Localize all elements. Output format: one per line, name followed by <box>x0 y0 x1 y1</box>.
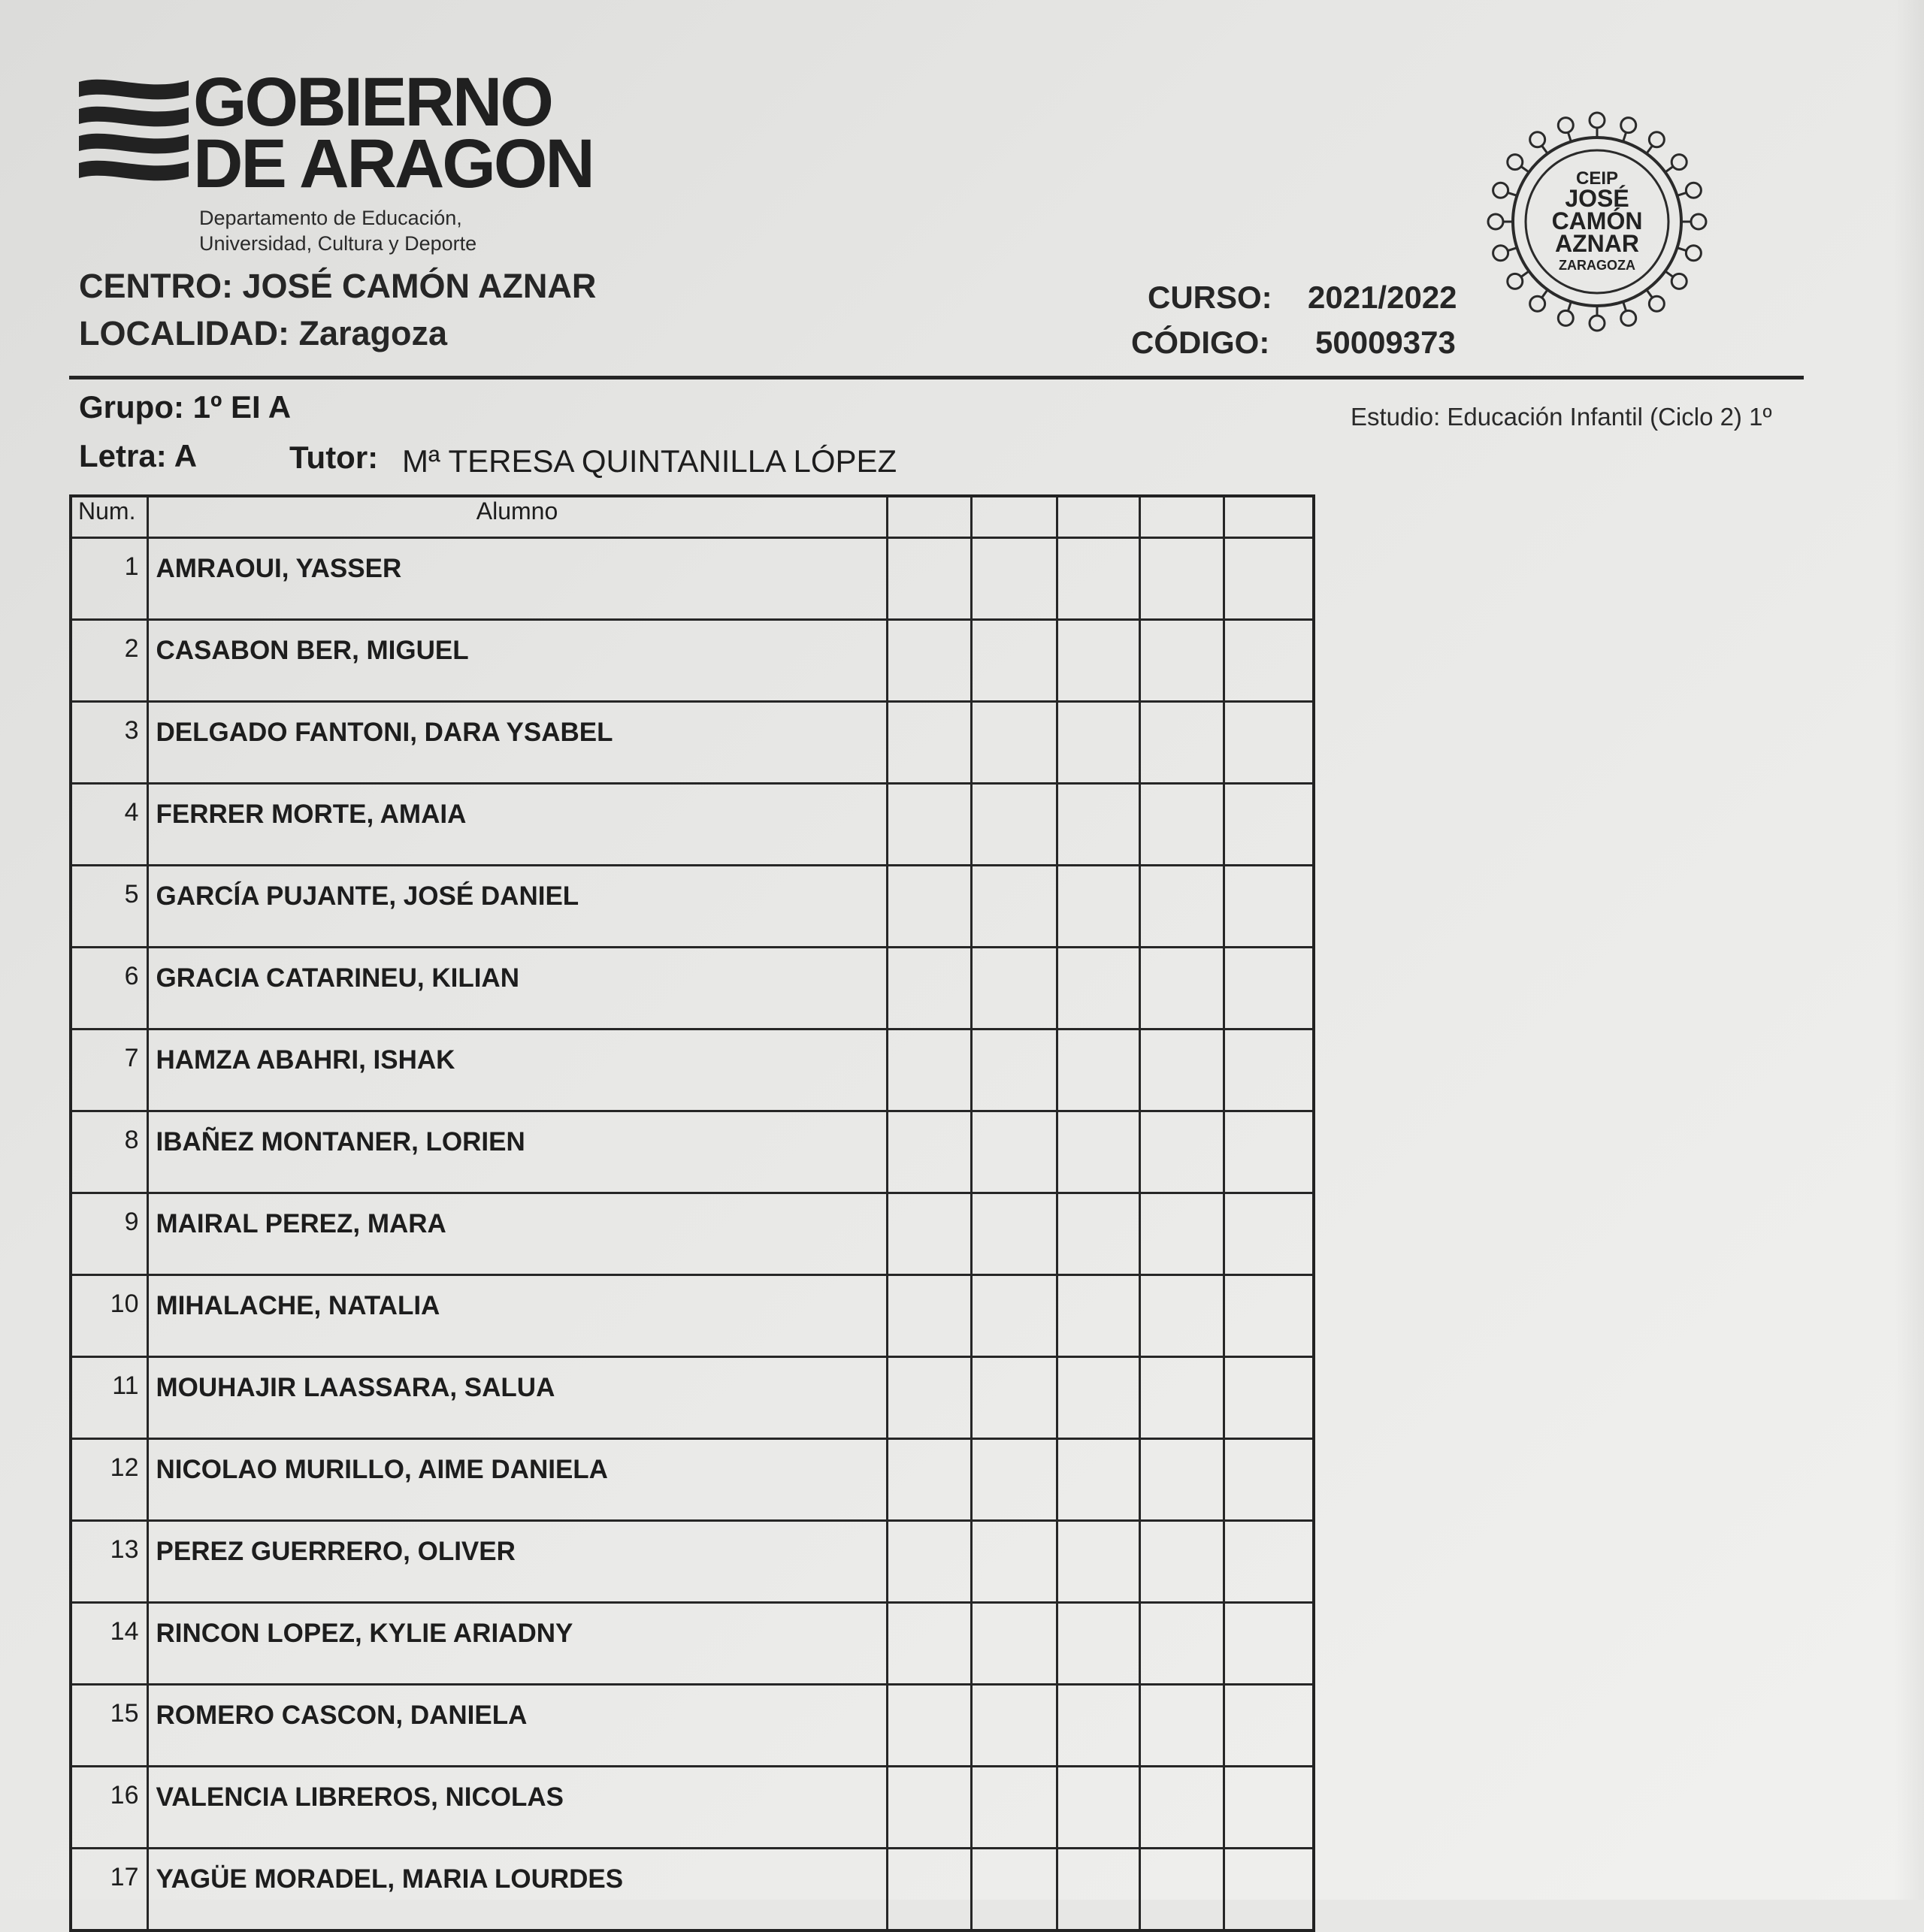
table-row <box>71 702 1314 784</box>
blank-mark-cell <box>971 620 1057 702</box>
table-row <box>71 1849 1314 1931</box>
blank-mark-cell <box>1139 1603 1224 1685</box>
table-row <box>71 1439 1314 1521</box>
student-name: HAMZA ABAHRI, ISHAK <box>147 1029 887 1111</box>
stamp-face-icon <box>1649 132 1664 147</box>
blank-mark-cell <box>887 948 971 1029</box>
table-row <box>71 784 1314 866</box>
blank-mark-cell <box>971 1685 1057 1767</box>
blank-mark-cell <box>1139 784 1224 866</box>
stamp-figure-body <box>1569 302 1571 310</box>
column-header-blank <box>1057 496 1139 538</box>
stamp-face-icon <box>1671 274 1687 289</box>
localidad-label: LOCALIDAD: Zaragoza <box>79 314 448 352</box>
blank-mark-cell <box>887 784 971 866</box>
logo-wordmark <box>193 64 593 202</box>
student-number: 15 <box>71 1685 147 1767</box>
stamp-figure-body <box>1665 271 1672 276</box>
blank-mark-cell <box>971 538 1057 620</box>
student-name: DELGADO FANTONI, DARA YSABEL <box>147 702 887 784</box>
blank-mark-cell <box>887 1521 971 1603</box>
paper-shadow <box>1894 0 1924 1900</box>
blank-mark-cell <box>1057 1685 1139 1767</box>
column-header-num: Num. <box>71 496 147 538</box>
stamp-line-5: ZARAGOZA <box>1559 258 1635 273</box>
blank-mark-cell <box>1139 538 1224 620</box>
blank-mark-cell <box>1224 1767 1314 1849</box>
stamp-face-icon <box>1488 214 1503 229</box>
department-line-2: Universidad, Cultura y Deporte <box>199 232 477 255</box>
blank-mark-cell <box>971 1767 1057 1849</box>
student-name: MOUHAJIR LAASSARA, SALUA <box>147 1357 887 1439</box>
stamp-face-icon <box>1558 310 1573 325</box>
letra-label: Letra: A <box>79 438 198 473</box>
student-number: 16 <box>71 1767 147 1849</box>
blank-mark-cell <box>887 702 971 784</box>
centro-label: CENTRO: JOSÉ CAMÓN AZNAR <box>79 267 597 305</box>
column-header-alumno: Alumno <box>147 496 887 538</box>
student-name: AMRAOUI, YASSER <box>147 538 887 620</box>
department-name <box>199 205 476 256</box>
student-number: 14 <box>71 1603 147 1685</box>
stamp-figure-body <box>1508 193 1516 195</box>
student-number: 17 <box>71 1849 147 1931</box>
blank-mark-cell <box>1139 1439 1224 1521</box>
blank-mark-cell <box>887 1603 971 1685</box>
blank-mark-cell <box>971 1029 1057 1111</box>
stamp-figure-body <box>1522 167 1529 171</box>
stamp-figure-body <box>1569 133 1571 141</box>
blank-mark-cell <box>1057 1029 1139 1111</box>
blank-mark-cell <box>1057 702 1139 784</box>
student-name: MAIRAL PEREZ, MARA <box>147 1193 887 1275</box>
blank-mark-cell <box>1224 1357 1314 1439</box>
table-row <box>71 1193 1314 1275</box>
roster-table <box>69 494 1315 1932</box>
blank-mark-cell <box>1139 948 1224 1029</box>
blank-mark-cell <box>887 866 971 948</box>
student-name: PEREZ GUERRERO, OLIVER <box>147 1521 887 1603</box>
tutor-name: Mª TERESA QUINTANILLA LÓPEZ <box>402 443 897 479</box>
blank-mark-cell <box>1224 1603 1314 1685</box>
logo-line-1: GOBIERNO <box>193 64 552 141</box>
blank-mark-cell <box>887 1193 971 1275</box>
stamp-face-icon <box>1558 118 1573 133</box>
blank-mark-cell <box>1139 1275 1224 1357</box>
column-header-blank <box>1224 496 1314 538</box>
stamp-figure-body <box>1542 290 1547 297</box>
table-row <box>71 948 1314 1029</box>
blank-mark-cell <box>971 866 1057 948</box>
table-row <box>71 538 1314 620</box>
table-row <box>71 866 1314 948</box>
student-name: RINCON LOPEZ, KYLIE ARIADNY <box>147 1603 887 1685</box>
stamp-figure-body <box>1623 133 1626 141</box>
student-number: 3 <box>71 702 147 784</box>
student-number: 1 <box>71 538 147 620</box>
blank-mark-cell <box>1057 1111 1139 1193</box>
student-number: 6 <box>71 948 147 1029</box>
student-name: VALENCIA LIBREROS, NICOLAS <box>147 1767 887 1849</box>
blank-mark-cell <box>1057 784 1139 866</box>
blank-mark-cell <box>971 1275 1057 1357</box>
blank-mark-cell <box>1057 1767 1139 1849</box>
stamp-figure-body <box>1542 147 1547 153</box>
stamp-face-icon <box>1649 296 1664 311</box>
table-header-row <box>71 496 1314 538</box>
blank-mark-cell <box>1224 784 1314 866</box>
blank-mark-cell <box>1139 1111 1224 1193</box>
blank-mark-cell <box>971 1521 1057 1603</box>
blank-mark-cell <box>1057 1193 1139 1275</box>
department-line-1: Departamento de Educación, <box>199 207 462 229</box>
aragon-stripes-icon <box>79 76 189 189</box>
blank-mark-cell <box>887 1111 971 1193</box>
blank-mark-cell <box>1224 948 1314 1029</box>
blank-mark-cell <box>1057 1603 1139 1685</box>
stamp-face-icon <box>1508 155 1523 170</box>
stamp-face-icon <box>1590 113 1605 128</box>
blank-mark-cell <box>1139 1521 1224 1603</box>
blank-mark-cell <box>887 1685 971 1767</box>
blank-mark-cell <box>1224 1111 1314 1193</box>
blank-mark-cell <box>887 538 971 620</box>
blank-mark-cell <box>1057 1439 1139 1521</box>
header-divider <box>69 376 1804 379</box>
student-number: 7 <box>71 1029 147 1111</box>
stamp-figure-body <box>1623 302 1626 310</box>
blank-mark-cell <box>1139 1193 1224 1275</box>
logo-line-2: DE ARAGON <box>193 125 593 202</box>
table-row <box>71 620 1314 702</box>
table-row <box>71 1767 1314 1849</box>
stamp-figure-body <box>1677 193 1685 195</box>
blank-mark-cell <box>1057 620 1139 702</box>
student-name: GRACIA CATARINEU, KILIAN <box>147 948 887 1029</box>
blank-mark-cell <box>1224 702 1314 784</box>
student-name: CASABON BER, MIGUEL <box>147 620 887 702</box>
blank-mark-cell <box>1224 1685 1314 1767</box>
codigo-label: CÓDIGO: <box>1131 325 1270 360</box>
stamp-figure-body <box>1522 271 1529 276</box>
blank-mark-cell <box>971 1603 1057 1685</box>
blank-mark-cell <box>1139 1767 1224 1849</box>
curso-label: CURSO: <box>1148 280 1272 315</box>
stamp-face-icon <box>1621 310 1636 325</box>
student-name: FERRER MORTE, AMAIA <box>147 784 887 866</box>
student-number: 13 <box>71 1521 147 1603</box>
blank-mark-cell <box>1139 1357 1224 1439</box>
blank-mark-cell <box>971 1439 1057 1521</box>
stamp-face-icon <box>1493 246 1508 261</box>
student-number: 12 <box>71 1439 147 1521</box>
blank-mark-cell <box>1057 1849 1139 1931</box>
column-header-blank <box>887 496 971 538</box>
student-name: ROMERO CASCON, DANIELA <box>147 1685 887 1767</box>
student-number: 5 <box>71 866 147 948</box>
blank-mark-cell <box>971 1357 1057 1439</box>
stamp-face-icon <box>1686 246 1701 261</box>
estudio-label: Estudio: Educación Infantil (Ciclo 2) 1º <box>1351 403 1772 431</box>
blank-mark-cell <box>1057 538 1139 620</box>
table-row <box>71 1275 1314 1357</box>
codigo-value: 50009373 <box>1315 325 1456 360</box>
blank-mark-cell <box>887 1275 971 1357</box>
blank-mark-cell <box>1139 866 1224 948</box>
blank-mark-cell <box>1224 866 1314 948</box>
blank-mark-cell <box>1224 538 1314 620</box>
stamp-figure-body <box>1677 248 1685 250</box>
column-header-blank <box>971 496 1057 538</box>
stamp-line-4: AZNAR <box>1555 230 1639 257</box>
table-row <box>71 1111 1314 1193</box>
blank-mark-cell <box>971 1193 1057 1275</box>
stamp-figure-body <box>1647 147 1651 153</box>
blank-mark-cell <box>971 1849 1057 1931</box>
stamp-line-3: CAMÓN <box>1551 207 1643 234</box>
stamp-face-icon <box>1508 274 1523 289</box>
blank-mark-cell <box>1057 1521 1139 1603</box>
blank-mark-cell <box>887 1767 971 1849</box>
tutor-label: Tutor: <box>289 440 379 475</box>
stamp-face-icon <box>1530 132 1545 147</box>
blank-mark-cell <box>1224 1439 1314 1521</box>
stamp-face-icon <box>1621 118 1636 133</box>
blank-mark-cell <box>1139 702 1224 784</box>
student-number: 10 <box>71 1275 147 1357</box>
student-name: GARCÍA PUJANTE, JOSÉ DANIEL <box>147 866 887 948</box>
student-number: 4 <box>71 784 147 866</box>
stamp-face-icon <box>1691 214 1706 229</box>
grupo-label: Grupo: 1º EI A <box>79 389 292 425</box>
stamp-face-icon <box>1671 155 1687 170</box>
stamp-figure-body <box>1508 248 1516 250</box>
student-number: 11 <box>71 1357 147 1439</box>
blank-mark-cell <box>887 1439 971 1521</box>
table-row <box>71 1521 1314 1603</box>
student-number: 8 <box>71 1111 147 1193</box>
column-header-blank <box>1139 496 1224 538</box>
student-name: IBAÑEZ MONTANER, LORIEN <box>147 1111 887 1193</box>
blank-mark-cell <box>1224 1849 1314 1931</box>
blank-mark-cell <box>1224 1521 1314 1603</box>
student-number: 9 <box>71 1193 147 1275</box>
stamp-line-1: CEIP <box>1575 168 1619 189</box>
blank-mark-cell <box>971 702 1057 784</box>
curso-value: 2021/2022 <box>1308 280 1457 315</box>
blank-mark-cell <box>1057 1357 1139 1439</box>
stamp-face-icon <box>1590 316 1605 331</box>
blank-mark-cell <box>887 1029 971 1111</box>
stamp-figure-body <box>1647 290 1651 297</box>
school-stamp <box>1477 101 1717 342</box>
student-number: 2 <box>71 620 147 702</box>
blank-mark-cell <box>1224 1275 1314 1357</box>
table-row <box>71 1029 1314 1111</box>
table-row <box>71 1685 1314 1767</box>
stamp-face-icon <box>1493 183 1508 198</box>
blank-mark-cell <box>1224 1029 1314 1111</box>
blank-mark-cell <box>887 620 971 702</box>
roster-body <box>71 538 1314 1931</box>
table-row <box>71 1357 1314 1439</box>
blank-mark-cell <box>1139 1685 1224 1767</box>
student-name: MIHALACHE, NATALIA <box>147 1275 887 1357</box>
blank-mark-cell <box>1057 1275 1139 1357</box>
student-name: YAGÜE MORADEL, MARIA LOURDES <box>147 1849 887 1931</box>
student-roster <box>69 494 1312 1932</box>
student-name: NICOLAO MURILLO, AIME DANIELA <box>147 1439 887 1521</box>
blank-mark-cell <box>1057 948 1139 1029</box>
blank-mark-cell <box>1224 620 1314 702</box>
blank-mark-cell <box>1224 1193 1314 1275</box>
blank-mark-cell <box>971 784 1057 866</box>
blank-mark-cell <box>887 1849 971 1931</box>
blank-mark-cell <box>1057 866 1139 948</box>
blank-mark-cell <box>971 1111 1057 1193</box>
blank-mark-cell <box>887 1357 971 1439</box>
stamp-figure-body <box>1665 167 1672 171</box>
table-row <box>71 1603 1314 1685</box>
stamp-face-icon <box>1530 296 1545 311</box>
blank-mark-cell <box>1139 1849 1224 1931</box>
stamp-line-2: JOSÉ <box>1565 185 1629 212</box>
blank-mark-cell <box>971 948 1057 1029</box>
stamp-face-icon <box>1686 183 1701 198</box>
blank-mark-cell <box>1139 620 1224 702</box>
blank-mark-cell <box>1139 1029 1224 1111</box>
